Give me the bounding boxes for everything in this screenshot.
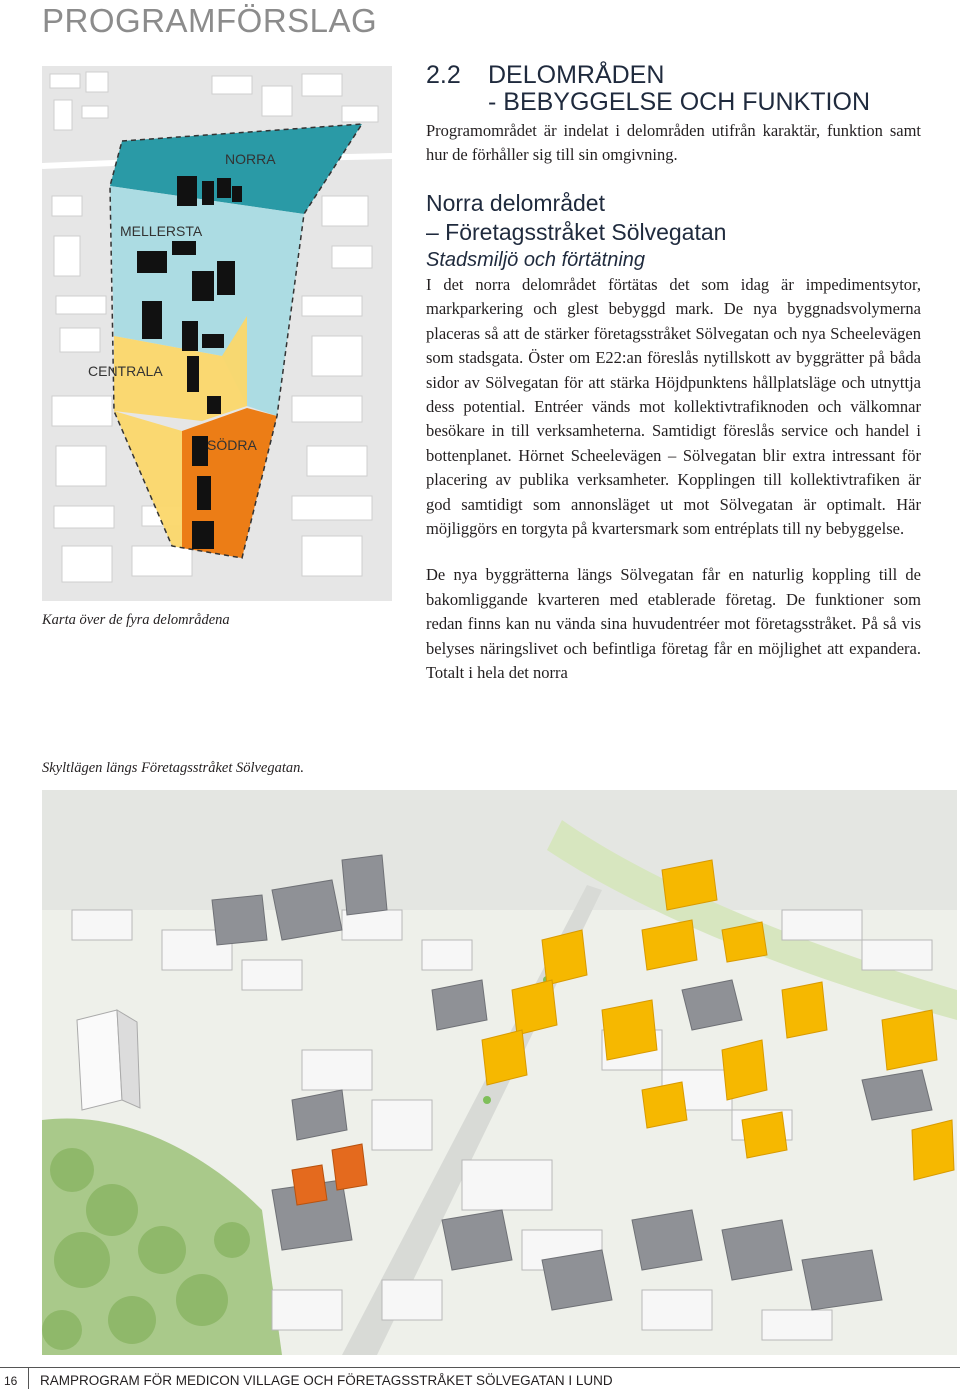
- district-map: [42, 66, 392, 601]
- footer-rule: [0, 1367, 960, 1368]
- label-centrala: CENTRALA: [88, 363, 163, 379]
- label-mellersta: MELLERSTA: [120, 223, 203, 239]
- section-number: 2.2: [426, 61, 461, 89]
- footer-text: RAMPROGRAM FÖR MEDICON VILLAGE OCH FÖRETAGSSTRÅKET SÖLVEGATAN I LUND: [40, 1373, 613, 1388]
- district-map-svg: [42, 66, 392, 601]
- section-intro: Programområdet är indelat i delområden utifrån karaktär, funktion samt hur de förhåller sig till sin omgivning.: [426, 121, 921, 164]
- footer-divider: [28, 1367, 29, 1389]
- map-caption: Karta över de fyra delområdena: [42, 612, 230, 628]
- section-title-line1: DELOMRÅDEN: [488, 61, 665, 89]
- section-title-line2: - BEBYGGELSE OCH FUNKTION: [488, 88, 871, 116]
- north-paragraph-1: I det norra delområdet förtätas det som idag är impedimentsytor, markparkering och glest bebyggd mark. De nya byggnadsvolymerna placeras så att de stärker företagsstråket Sölvegatan och nya Scheelevägen som stadsgata. Öster om E22:an föreslås nytillskott av byggrätter på båda sidor av Sölvegatan för att stärka Höjdpunktens hållplatsläge och utnyttja dess potential. Entréer vänds mot kollektivtrafiknoden och välkomnar besökare in till verksamheterna. Samtidigt föreslås service och handel i bottenplanet. Hörnet Scheelevägen – Sölvegatan blir extra intressant för placering av publika verksamheter. Kopplingen till kollektivtrafiken är god samtidigt som annonsläget ut mot Sölvegatan är optimalt. Här möjliggörs en torgyta på kvartersmark som entréplats till ny bebyggelse.: [426, 275, 921, 539]
- north-heading: Norra delområdet: [426, 190, 605, 216]
- label-sodra: SÖDRA: [207, 437, 257, 453]
- north-heading-2: – Företagsstråket Sölvegatan: [426, 219, 727, 245]
- north-paragraph-2: De nya byggrätterna längs Sölvegatan får en naturlig koppling till de bakomliggande kvarteren med etablerade företag. De funktioner som redan finns kan nu vända sina huvudentréer mot företagsstråket. På så vis belyses näringslivet och befintliga företag får en möjlighet att expandera. Totalt i hela det norra: [426, 565, 921, 683]
- aerial-svg: [42, 790, 957, 1355]
- aerial-illustration: [42, 790, 957, 1355]
- north-subheading: Stadsmiljö och förtätning: [426, 249, 646, 271]
- page-title: PROGRAMFÖRSLAG: [42, 2, 378, 39]
- page-number: 16: [4, 1374, 18, 1388]
- text-column: [426, 62, 921, 686]
- label-norra: NORRA: [225, 151, 276, 167]
- aerial-caption: Skyltlägen längs Företagsstråket Sölvegatan.: [42, 760, 305, 776]
